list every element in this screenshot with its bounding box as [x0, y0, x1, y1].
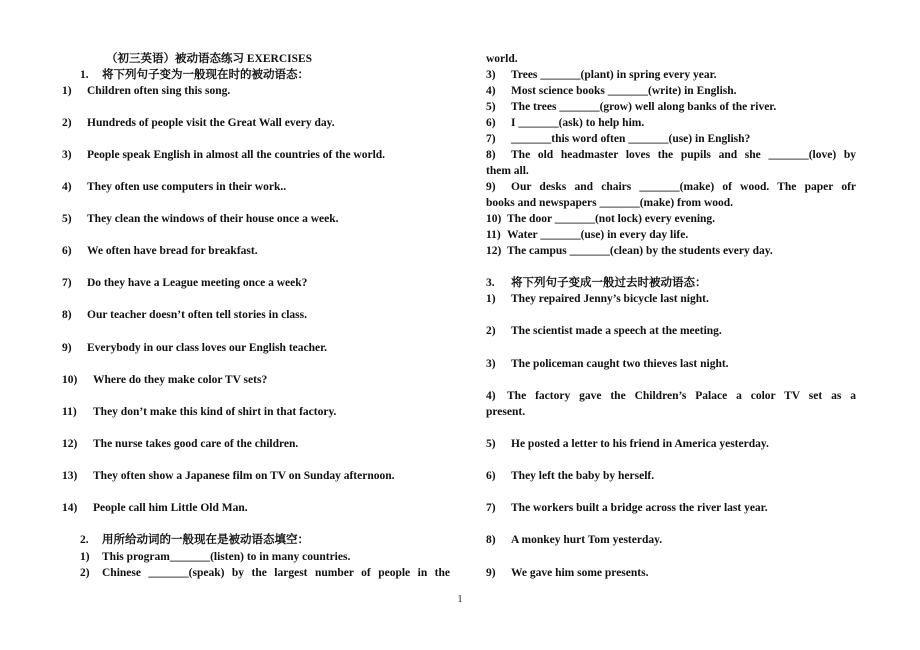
page-number: 1	[457, 594, 463, 605]
item-number: 3)	[486, 69, 496, 81]
item-number: 10)	[486, 213, 502, 225]
item-text: We often have bread for breakfast.	[87, 245, 258, 257]
item-text: The campus _______(clean) by the students every day.	[507, 245, 773, 257]
list-item	[62, 468, 395, 484]
item-text: Chinese _______(speak) by the largest number of people in the	[102, 567, 450, 579]
item-text: A monkey hurt Tom yesterday.	[511, 534, 663, 546]
list-item	[62, 307, 307, 323]
section-1-instruction: 将下列句子变为一般现在时的被动语态：	[102, 69, 309, 81]
item-text: _______this word often _______(use) in English?	[511, 133, 751, 145]
item-number: 12)	[62, 438, 78, 450]
list-item	[62, 147, 385, 163]
item-number: 8)	[486, 534, 496, 546]
list-item	[486, 468, 654, 484]
list-item	[62, 275, 307, 291]
item-text: The old headmaster loves the pupils and she _______(love) by	[511, 149, 856, 161]
list-item	[62, 372, 267, 388]
list-item	[486, 500, 768, 516]
item-text: They repaired Jenny’s bicycle last night.	[511, 293, 709, 305]
item-text: Trees _______(plant) in spring every year.	[511, 69, 717, 81]
list-item	[62, 243, 258, 259]
list-item	[486, 83, 737, 99]
item-number: 2)	[486, 325, 496, 337]
item-number: 14)	[62, 502, 78, 514]
item-text: They don’t make this kind of shirt in that factory.	[93, 406, 337, 418]
item-text: He posted a letter to his friend in America yesterday.	[511, 438, 769, 450]
item-text: Our desks and chairs _______(make) of wood. The paper ofr	[511, 181, 856, 193]
item-number: 3)	[62, 149, 72, 161]
list-item	[486, 436, 769, 452]
item-number: 2)	[62, 117, 72, 129]
item-number: 1)	[80, 551, 90, 563]
item-number: 1)	[486, 293, 496, 305]
list-item	[486, 291, 709, 307]
item-text: They often show a Japanese film on TV on Sunday afternoon.	[93, 470, 395, 482]
item-text: We gave him some presents.	[511, 567, 649, 579]
list-item	[486, 227, 688, 243]
list-item	[80, 565, 450, 581]
item-text: Children often sing this song.	[87, 85, 231, 97]
section-2-heading	[80, 532, 309, 548]
list-item	[62, 211, 339, 227]
list-item	[62, 340, 327, 356]
item-text: I _______(ask) to help him.	[511, 117, 645, 129]
item-text: The factory gave the Children’s Palace a color TV set as a	[507, 390, 856, 402]
item-number: 10)	[62, 374, 78, 386]
item-number: 7)	[486, 502, 496, 514]
item-text: The door _______(not lock) every evening.	[507, 213, 716, 225]
section-2-instruction: 用所给动词的一般现在是被动语态填空：	[102, 534, 309, 546]
list-item	[486, 388, 856, 404]
list-item	[62, 115, 335, 131]
item-number: 8)	[486, 149, 496, 161]
list-item	[486, 532, 662, 548]
list-item	[80, 549, 350, 565]
item-text: They clean the windows of their house once a week.	[87, 213, 339, 225]
item-text: People call him Little Old Man.	[93, 502, 248, 514]
list-item	[62, 436, 298, 452]
item-text: Do they have a League meeting once a week?	[87, 277, 308, 289]
list-item-continuation: world.	[486, 53, 518, 65]
list-item	[486, 356, 729, 372]
section-3-heading	[486, 275, 707, 291]
item-number: 9)	[62, 342, 72, 354]
list-item-continuation: books and newspapers _______(make) from wood.	[486, 197, 734, 209]
list-item	[486, 211, 715, 227]
item-text: This program_______(listen) to in many countries.	[102, 551, 351, 563]
section-3-instruction: 将下列句子变成一般过去时被动语态：	[511, 277, 707, 289]
list-item	[486, 99, 776, 115]
item-number: 4)	[486, 85, 496, 97]
list-item-continuation: them all.	[486, 165, 529, 177]
item-text: The workers built a bridge across the river last year.	[511, 502, 768, 514]
item-number: 3)	[486, 358, 496, 370]
list-item-continuation: present.	[486, 406, 526, 418]
item-number: 1)	[62, 85, 72, 97]
list-item	[486, 243, 773, 259]
item-number: 12)	[486, 245, 502, 257]
list-item	[62, 404, 336, 420]
item-number: 5)	[62, 213, 72, 225]
item-text: Most science books _______(write) in English.	[511, 85, 737, 97]
item-text: The trees _______(grow) well along banks of the river.	[511, 101, 777, 113]
item-text: They often use computers in their work..	[87, 181, 287, 193]
item-number: 13)	[62, 470, 78, 482]
list-item	[486, 565, 648, 581]
list-item	[486, 115, 644, 131]
list-item	[486, 147, 856, 163]
item-number: 2)	[80, 567, 90, 579]
section-3-number: 3.	[486, 277, 495, 289]
list-item	[486, 179, 856, 195]
list-item	[486, 131, 750, 147]
item-number: 6)	[62, 245, 72, 257]
item-number: 5)	[486, 101, 496, 113]
item-number: 7)	[62, 277, 72, 289]
item-number: 9)	[486, 181, 496, 193]
item-text: Water _______(use) in every day life.	[507, 229, 689, 241]
section-1-heading	[80, 67, 309, 83]
item-number: 9)	[486, 567, 496, 579]
item-text: They left the baby by herself.	[511, 470, 655, 482]
section-2-number: 2.	[80, 534, 89, 546]
item-text: Our teacher doesn’t often tell stories in class.	[87, 309, 307, 321]
item-number: 8)	[62, 309, 72, 321]
item-text: The scientist made a speech at the meeting.	[511, 325, 722, 337]
item-text: People speak English in almost all the countries of the world.	[87, 149, 386, 161]
list-item	[486, 67, 717, 83]
list-item	[62, 179, 286, 195]
list-item	[62, 83, 230, 99]
item-text: The policeman caught two thieves last night.	[511, 358, 729, 370]
item-number: 6)	[486, 117, 496, 129]
item-number: 5)	[486, 438, 496, 450]
section-1-number: 1.	[80, 69, 89, 81]
item-text: The nurse takes good care of the children.	[93, 438, 299, 450]
item-number: 11)	[62, 406, 77, 418]
item-number: 11)	[486, 229, 501, 241]
item-text: Where do they make color TV sets?	[93, 374, 268, 386]
item-number: 4)	[62, 181, 72, 193]
list-item	[62, 500, 248, 516]
item-text: Hundreds of people visit the Great Wall every day.	[87, 117, 335, 129]
item-number: 4)	[486, 390, 496, 402]
item-number: 7)	[486, 133, 496, 145]
item-text: Everybody in our class loves our English teacher.	[87, 342, 328, 354]
item-number: 6)	[486, 470, 496, 482]
worksheet-title: （初三英语）被动语态练习 EXERCISES	[106, 53, 313, 65]
list-item	[486, 323, 722, 339]
